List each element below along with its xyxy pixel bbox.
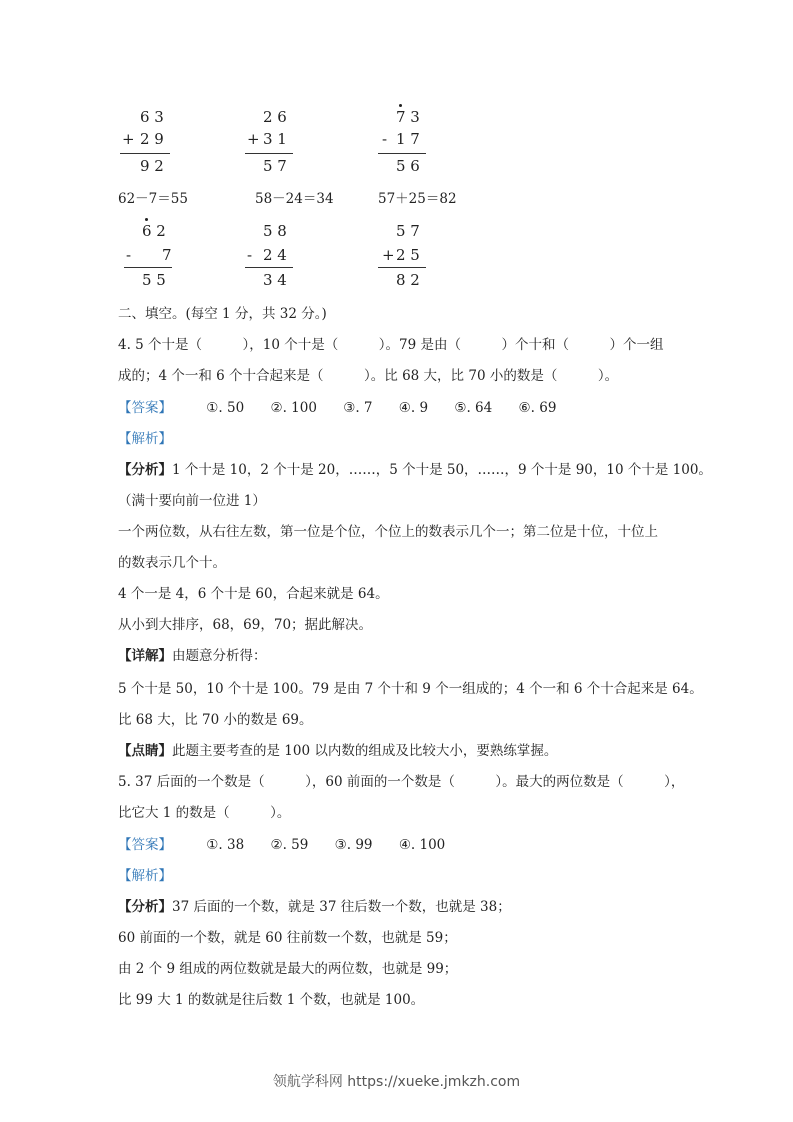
q4-text-line: 比 68 大，比 70 小的数是 69。 bbox=[118, 712, 313, 728]
q4-comment-line bbox=[118, 739, 557, 759]
q4-text-line: 从小到大排序，68，69，70；据此解决。 bbox=[118, 617, 373, 633]
calc-top: 5 8 bbox=[263, 222, 287, 240]
answer-item: ③. 99 bbox=[334, 837, 373, 853]
q4-line2: 成的；4 个一和 6 个十合起来是（ ）。比 68 大，比 70 小的数是（ ）。 bbox=[118, 368, 619, 384]
fenxi-text: 1 个十是 10，2 个十是 20，……，5 个十是 50，……，9 个十是 90，10 个十是 100。 bbox=[172, 462, 712, 478]
calc-top: 6 2 bbox=[142, 222, 166, 240]
q4-text-line: 5 个十是 50，10 个十是 100。79 是由 7 个十和 9 个一组成的；4 个一和 6 个十合起来是 64。 bbox=[118, 681, 703, 697]
q5-line2: 比它大 1 的数是（ ）。 bbox=[118, 805, 291, 821]
calc-mid: 2 5 bbox=[396, 246, 420, 264]
q4-line1: 4. 5 个十是（ ），10 个十是（ ）。79 是由（ ）个十和（ ）个一组 bbox=[118, 337, 664, 353]
vertical-calc-6 bbox=[378, 222, 438, 292]
calc-mid: 3 1 bbox=[263, 130, 287, 148]
fenxi-label: 【分析】 bbox=[118, 462, 172, 478]
carry-dot bbox=[399, 104, 402, 107]
calc-line bbox=[124, 267, 172, 268]
analysis-label: 【解析】 bbox=[118, 868, 172, 884]
calc-op: + bbox=[382, 246, 395, 264]
answer-label: 【答案】 bbox=[118, 837, 172, 853]
q4-detail-line bbox=[118, 644, 267, 664]
calc-op: + bbox=[122, 130, 135, 148]
equation-3: 57＋25＝82 bbox=[378, 191, 457, 207]
calc-op: - bbox=[126, 246, 132, 264]
calc-mid: 2 9 bbox=[140, 130, 164, 148]
calc-top: 5 7 bbox=[396, 222, 420, 240]
equation-2: 58－24＝34 bbox=[255, 191, 334, 207]
answer-label: 【答案】 bbox=[118, 400, 172, 416]
calc-top: 2 6 bbox=[263, 108, 287, 126]
carry-dot bbox=[145, 218, 148, 221]
vertical-calc-1 bbox=[118, 108, 178, 178]
answer-item: ⑥. 69 bbox=[518, 400, 557, 416]
calc-op: - bbox=[382, 130, 388, 148]
analysis-label: 【解析】 bbox=[118, 431, 172, 447]
xiangjie-text: 由题意分析得： bbox=[172, 648, 267, 664]
dianjing-label: 【点睛】 bbox=[118, 743, 172, 759]
answer-item: ②. 59 bbox=[270, 837, 309, 853]
answer-item: ①. 50 bbox=[206, 400, 245, 416]
q5-text-line: 比 99 大 1 的数就是往后数 1 个数，也就是 100。 bbox=[118, 992, 425, 1008]
answer-item: ⑤. 64 bbox=[454, 400, 493, 416]
dianjing-text: 此题主要考查的是 100 以内数的组成及比较大小，要熟练掌握。 bbox=[172, 743, 558, 759]
vertical-calc-5 bbox=[245, 222, 305, 292]
section-heading: 二、填空。(每空 1 分，共 32 分。) bbox=[118, 306, 327, 322]
calc-mid: 7 bbox=[162, 246, 172, 264]
vertical-calc-3 bbox=[378, 108, 438, 178]
answer-item: ④. 100 bbox=[398, 837, 446, 853]
q4-text-line: （满十要向前一位进 1） bbox=[118, 493, 266, 509]
calc-line bbox=[245, 153, 293, 154]
fenxi-label: 【分析】 bbox=[118, 899, 172, 915]
q5-answer bbox=[118, 833, 467, 853]
q5-line1: 5. 37 后面的一个数是（ ），60 前面的一个数是（ ）。最大的两位数是（ ）， bbox=[118, 774, 685, 790]
calc-line bbox=[378, 267, 426, 268]
calc-mid: 1 7 bbox=[396, 130, 420, 148]
page-footer: 领航学科网 https://xueke.jmkzh.com bbox=[272, 1074, 521, 1090]
equation-1: 62－7＝55 bbox=[118, 191, 188, 207]
calc-op: - bbox=[247, 246, 253, 264]
calc-result: 8 2 bbox=[396, 271, 420, 289]
answer-item: ④. 9 bbox=[398, 400, 429, 416]
calc-result: 5 5 bbox=[142, 271, 166, 289]
answer-item: ①. 38 bbox=[206, 837, 245, 853]
vertical-calc-2 bbox=[245, 108, 305, 178]
q4-text-line: 4 个一是 4，6 个十是 60，合起来就是 64。 bbox=[118, 586, 389, 602]
q5-text-line: 由 2 个 9 组成的两位数就是最大的两位数，也就是 99； bbox=[118, 961, 458, 977]
calc-op: + bbox=[247, 130, 260, 148]
calc-result: 5 6 bbox=[396, 157, 420, 175]
xiangjie-label: 【详解】 bbox=[118, 648, 172, 664]
calc-line bbox=[245, 267, 293, 268]
q4-analysis-line bbox=[118, 458, 712, 478]
calc-mid: 2 4 bbox=[263, 246, 287, 264]
calc-top: 7 3 bbox=[396, 108, 420, 126]
q5-text-line: 60 前面的一个数，就是 60 往前数一个数，也就是 59； bbox=[118, 930, 457, 946]
vertical-calc-4 bbox=[122, 222, 182, 292]
calc-top: 6 3 bbox=[140, 108, 164, 126]
calc-result: 3 4 bbox=[263, 271, 287, 289]
q4-text-line: 的数表示几个十。 bbox=[118, 555, 226, 571]
q4-answer bbox=[118, 396, 578, 416]
answer-item: ③. 7 bbox=[343, 400, 373, 416]
q4-text-line: 一个两位数，从右往左数，第一位是个位，个位上的数表示几个一；第二位是十位，十位上 bbox=[118, 524, 658, 540]
answer-item: ②. 100 bbox=[270, 400, 317, 416]
calc-line bbox=[378, 153, 426, 154]
q5-analysis-line bbox=[118, 895, 511, 915]
fenxi-text: 37 后面的一个数，就是 37 往后数一个数，也就是 38； bbox=[172, 899, 511, 915]
calc-result: 5 7 bbox=[263, 157, 287, 175]
calc-result: 9 2 bbox=[140, 157, 164, 175]
calc-line bbox=[120, 153, 170, 154]
